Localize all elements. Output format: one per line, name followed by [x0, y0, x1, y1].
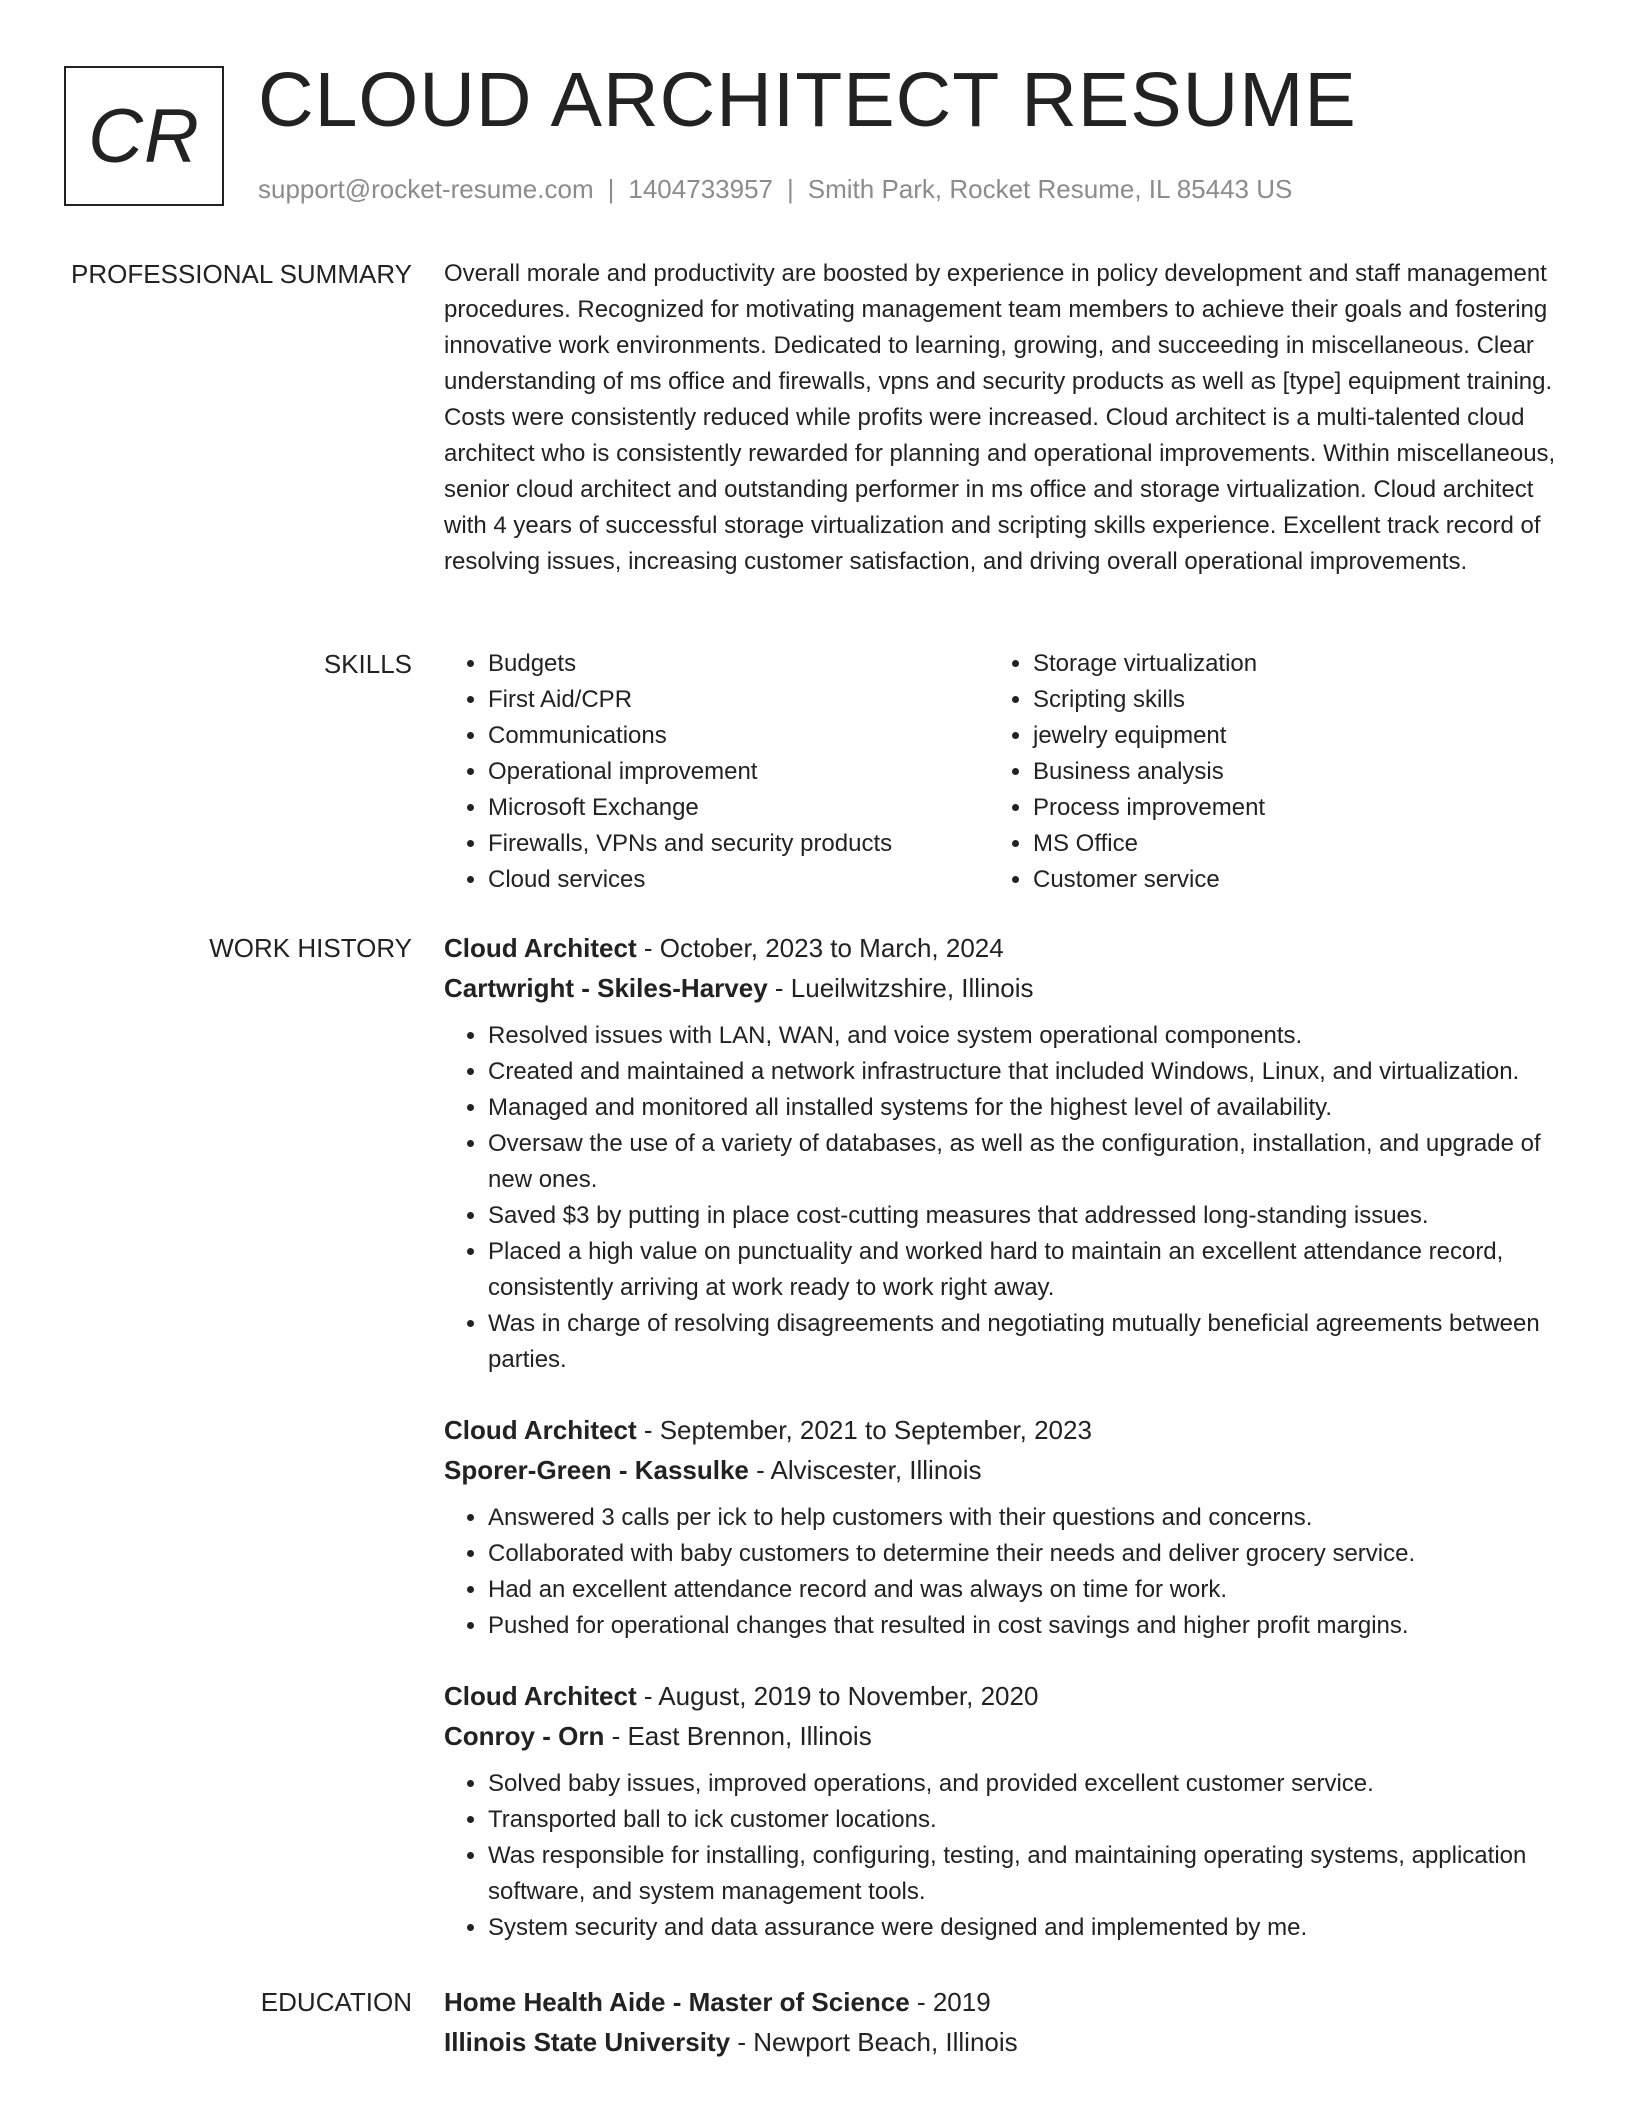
job-company: Conroy - Orn: [444, 1721, 605, 1751]
monogram-initials: CR: [88, 93, 200, 179]
contact-line: [258, 174, 1292, 205]
job-location: - Alviscester, Illinois: [748, 1455, 982, 1485]
job-role: Cloud Architect: [444, 1681, 637, 1711]
job-entry: [444, 1410, 1564, 1644]
skill-item: • First Aid/CPR: [488, 682, 989, 718]
job-bullet: • Collaborated with baby customers to determine their needs and deliver grocery service.: [488, 1536, 1564, 1572]
job-bullets: [444, 1500, 1564, 1644]
skills-heading: SKILLS: [323, 649, 412, 679]
job-heading: [444, 928, 1564, 968]
skill-item: • Process improvement: [1033, 790, 1534, 826]
education-heading: EDUCATION: [260, 1987, 412, 2017]
resume-title: CLOUD ARCHITECT RESUME: [258, 57, 1357, 143]
job-dates: - October, 2023 to March, 2024: [636, 933, 1004, 963]
job-location: - Lueilwitzshire, Illinois: [767, 973, 1034, 1003]
job-location: - East Brennon, Illinois: [604, 1721, 872, 1751]
skills-list-right: [989, 646, 1534, 898]
job-bullet: • Saved $3 by putting in place cost-cutting measures that addressed long-standing issues.: [488, 1198, 1564, 1234]
education-school-line: [444, 2022, 1564, 2062]
education-degree: Home Health Aide - Master of Science: [444, 1987, 910, 2017]
job-role: Cloud Architect: [444, 933, 637, 963]
skill-item: • Budgets: [488, 646, 989, 682]
job-bullet: • Answered 3 calls per ick to help customers with their questions and concerns.: [488, 1500, 1564, 1536]
education-school: Illinois State University: [444, 2027, 731, 2057]
skill-item: • Cloud services: [488, 862, 989, 898]
job-bullet: • Oversaw the use of a variety of databases, as well as the configuration, installation, and upgrade of new ones.: [488, 1126, 1564, 1198]
education-location: - Newport Beach, Illinois: [730, 2027, 1018, 2057]
skill-item: • Microsoft Exchange: [488, 790, 989, 826]
job-bullets: [444, 1766, 1564, 1946]
contact-separator: |: [607, 174, 615, 204]
job-dates: - August, 2019 to November, 2020: [636, 1681, 1039, 1711]
job-bullets: [444, 1018, 1564, 1378]
education-heading-line: [444, 1982, 1564, 2022]
job-bullet: • Managed and monitored all installed systems for the highest level of availability.: [488, 1090, 1564, 1126]
contact-address: Smith Park, Rocket Resume, IL 85443 US: [807, 174, 1293, 204]
job-dates: - September, 2021 to September, 2023: [636, 1415, 1092, 1445]
skill-item: • Scripting skills: [1033, 682, 1534, 718]
job-bullet: • Solved baby issues, improved operations, and provided excellent customer service.: [488, 1766, 1564, 1802]
job-heading: [444, 1676, 1564, 1716]
education-year: - 2019: [909, 1987, 991, 2017]
job-bullet: • Transported ball to ick customer locations.: [488, 1802, 1564, 1838]
job-company-line: [444, 1450, 1564, 1490]
job-role: Cloud Architect: [444, 1415, 637, 1445]
job-company-line: [444, 1716, 1564, 1756]
skill-item: • MS Office: [1033, 826, 1534, 862]
job-entry: [444, 1676, 1564, 1946]
job-bullet: • Created and maintained a network infrastructure that included Windows, Linux, and virtualization.: [488, 1054, 1564, 1090]
job-bullet: • System security and data assurance were designed and implemented by me.: [488, 1910, 1564, 1946]
contact-separator: |: [787, 174, 794, 204]
summary-text: Overall morale and productivity are boosted by experience in policy development and staff management procedures. Recognized for motivating management team members to achieve their goals and fostering innovative work environments. Dedicated to learning, growing, and succeeding in miscellaneous. Clear understanding of ms office and firewalls, vpns and security products as well as [type] equipment training. Costs were consistently reduced while profits were increased. Cloud architect is a multi-talented cloud architect who is consistently rewarded for planning and operational improvements. Within miscellaneous, senior cloud architect and outstanding performer in ms office and storage virtualization. Cloud architect with 4 years of successful storage virtualization and scripting skills experience. Excellent track record of resolving issues, increasing customer satisfaction, and driving overall operational improvements.: [444, 260, 1556, 575]
skill-item: • Storage virtualization: [1033, 646, 1534, 682]
contact-phone: 1404733957: [628, 174, 773, 204]
job-company-line: [444, 968, 1564, 1008]
skill-item: • Communications: [488, 718, 989, 754]
job-bullet: • Placed a high value on punctuality and worked hard to maintain an excellent attendance record, consistently arriving at work ready to work right away.: [488, 1234, 1564, 1306]
monogram-box: [64, 66, 224, 206]
job-company: Sporer-Green - Kassulke: [444, 1455, 749, 1485]
skill-item: • Operational improvement: [488, 754, 989, 790]
summary-heading: PROFESSIONAL SUMMARY: [71, 259, 412, 289]
job-heading: [444, 1410, 1564, 1450]
skill-item: • Firewalls, VPNs and security products: [488, 826, 989, 862]
job-bullet: • Had an excellent attendance record and was always on time for work.: [488, 1572, 1564, 1608]
skill-item: • Business analysis: [1033, 754, 1534, 790]
contact-email: support@rocket-resume.com: [258, 174, 594, 204]
job-bullet: • Was in charge of resolving disagreements and negotiating mutually beneficial agreements between parties.: [488, 1306, 1564, 1378]
work-history-heading: WORK HISTORY: [209, 933, 412, 963]
job-company: Cartwright - Skiles-Harvey: [444, 973, 768, 1003]
job-bullet: • Pushed for operational changes that resulted in cost savings and higher profit margins.: [488, 1608, 1564, 1644]
skills-list-left: [444, 646, 989, 898]
job-bullet: • Was responsible for installing, configuring, testing, and maintaining operating systems, application software, and system management tools.: [488, 1838, 1564, 1910]
job-bullet: • Resolved issues with LAN, WAN, and voice system operational components.: [488, 1018, 1564, 1054]
skill-item: • Customer service: [1033, 862, 1534, 898]
job-entry: [444, 928, 1564, 1378]
skill-item: • jewelry equipment: [1033, 718, 1534, 754]
